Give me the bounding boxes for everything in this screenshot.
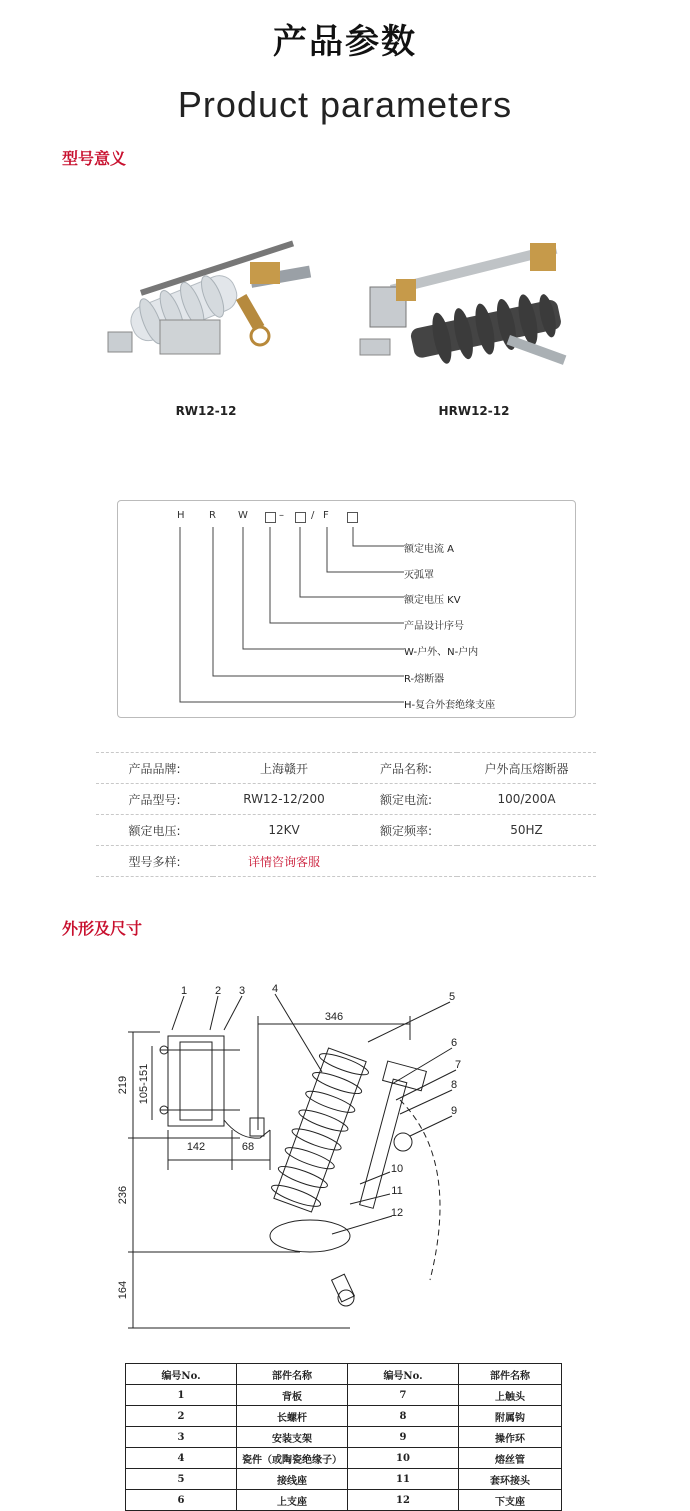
spec-value <box>457 846 596 877</box>
table-row <box>126 1385 562 1406</box>
table-row <box>96 784 596 815</box>
part-no: 9 <box>348 1427 459 1448</box>
part-name: 下支座 <box>459 1490 562 1511</box>
spec-value: RW12-12/200 <box>213 784 355 815</box>
dim-164: 164 <box>117 1280 129 1300</box>
dim-68: 68 <box>241 1141 255 1153</box>
part-name: 接线座 <box>237 1469 348 1490</box>
page-title-en: Product parameters <box>177 84 513 125</box>
table-row <box>96 846 596 877</box>
spec-label: 产品名称: <box>355 753 457 784</box>
meaning-design-serial: 产品设计序号 <box>404 621 464 632</box>
column-header: 部件名称 <box>237 1364 348 1385</box>
part-number-6: 6 <box>450 1037 458 1049</box>
part-no: 7 <box>348 1385 459 1406</box>
part-name: 套环接头 <box>459 1469 562 1490</box>
part-name: 熔丝管 <box>459 1448 562 1469</box>
spec-label: 型号多样: <box>96 846 213 877</box>
part-name: 附属钩 <box>459 1406 562 1427</box>
code-box-2 <box>295 512 306 523</box>
part-name: 操作环 <box>459 1427 562 1448</box>
code-letter-w: W <box>238 510 248 521</box>
part-number-11: 11 <box>391 1185 403 1197</box>
table-row <box>126 1427 562 1448</box>
part-name: 安装支架 <box>237 1427 348 1448</box>
part-number-8: 8 <box>450 1079 458 1091</box>
table-row <box>126 1406 562 1427</box>
part-number-2: 2 <box>214 985 222 997</box>
product-image-hrw12 <box>350 235 590 380</box>
part-no: 1 <box>126 1385 237 1406</box>
model-code-lines <box>117 500 574 716</box>
part-number-9: 9 <box>450 1105 458 1117</box>
part-number-4: 4 <box>271 983 279 995</box>
spec-value: 50HZ <box>457 815 596 846</box>
spec-table <box>96 752 596 877</box>
spec-label: 额定电流: <box>355 784 457 815</box>
code-dash: – <box>279 510 284 521</box>
part-number-3: 3 <box>238 985 246 997</box>
product-label-hrw12: HRW12-12 <box>438 404 510 418</box>
part-no: 6 <box>126 1490 237 1511</box>
part-number-7: 7 <box>454 1059 462 1071</box>
code-box-3 <box>347 512 358 523</box>
part-no: 8 <box>348 1406 459 1427</box>
dim-219: 219 <box>117 1075 129 1095</box>
table-row <box>96 815 596 846</box>
part-no: 3 <box>126 1427 237 1448</box>
spec-label: 额定电压: <box>96 815 213 846</box>
code-slash: / <box>311 510 315 521</box>
part-no: 2 <box>126 1406 237 1427</box>
dim-346: 346 <box>324 1011 344 1023</box>
code-letter-f: F <box>323 510 329 521</box>
code-letter-h: H <box>177 510 185 521</box>
column-header: 部件名称 <box>459 1364 562 1385</box>
meaning-rated-voltage: 额定电压 KV <box>404 595 461 606</box>
dimension-drawing <box>100 980 500 1340</box>
dim-105-151: 105-151 <box>138 1063 150 1105</box>
spec-label: 产品品牌: <box>96 753 213 784</box>
spec-value: 100/200A <box>457 784 596 815</box>
meaning-outdoor-indoor: W-户外、N-户内 <box>404 647 479 658</box>
part-name: 上支座 <box>237 1490 348 1511</box>
spec-label <box>355 846 457 877</box>
part-no: 12 <box>348 1490 459 1511</box>
column-header: 编号No. <box>126 1364 237 1385</box>
dim-236: 236 <box>117 1185 129 1205</box>
code-box-1 <box>265 512 276 523</box>
page-title-cn: 产品参数 <box>273 22 417 62</box>
part-no: 11 <box>348 1469 459 1490</box>
section-model-meaning: 型号意义 <box>62 149 127 168</box>
consult-service-link[interactable]: 详情咨询客服 <box>213 846 355 877</box>
part-number-12: 12 <box>390 1207 404 1219</box>
meaning-rated-current: 额定电流 A <box>404 544 455 555</box>
table-header-row <box>126 1364 562 1385</box>
column-header: 编号No. <box>348 1364 459 1385</box>
part-number-5: 5 <box>448 991 456 1003</box>
table-row <box>126 1448 562 1469</box>
table-row <box>126 1490 562 1511</box>
part-number-1: 1 <box>180 985 188 997</box>
spec-label: 产品型号: <box>96 784 213 815</box>
product-label-rw12: RW12-12 <box>175 404 237 418</box>
part-name: 背板 <box>237 1385 348 1406</box>
table-row <box>126 1469 562 1490</box>
part-no: 5 <box>126 1469 237 1490</box>
part-name: 瓷件（或陶瓷绝缘子） <box>237 1448 348 1469</box>
meaning-arc-chute: 灭弧罩 <box>404 570 434 581</box>
dim-142: 142 <box>186 1141 206 1153</box>
part-no: 4 <box>126 1448 237 1469</box>
spec-value: 户外高压熔断器 <box>457 753 596 784</box>
code-letter-r: R <box>209 510 216 521</box>
product-image-rw12 <box>100 240 320 380</box>
part-name: 上触头 <box>459 1385 562 1406</box>
part-number-10: 10 <box>390 1163 404 1175</box>
section-dimensions: 外形及尺寸 <box>62 919 143 938</box>
meaning-fuse: R-熔断器 <box>404 674 445 685</box>
spec-label: 额定频率: <box>355 815 457 846</box>
part-name: 长螺杆 <box>237 1406 348 1427</box>
meaning-composite-support: H-复合外套绝缘支座 <box>404 700 496 711</box>
spec-value: 上海赣开 <box>213 753 355 784</box>
part-no: 10 <box>348 1448 459 1469</box>
spec-value: 12KV <box>213 815 355 846</box>
table-row <box>96 753 596 784</box>
parts-table <box>125 1363 562 1511</box>
